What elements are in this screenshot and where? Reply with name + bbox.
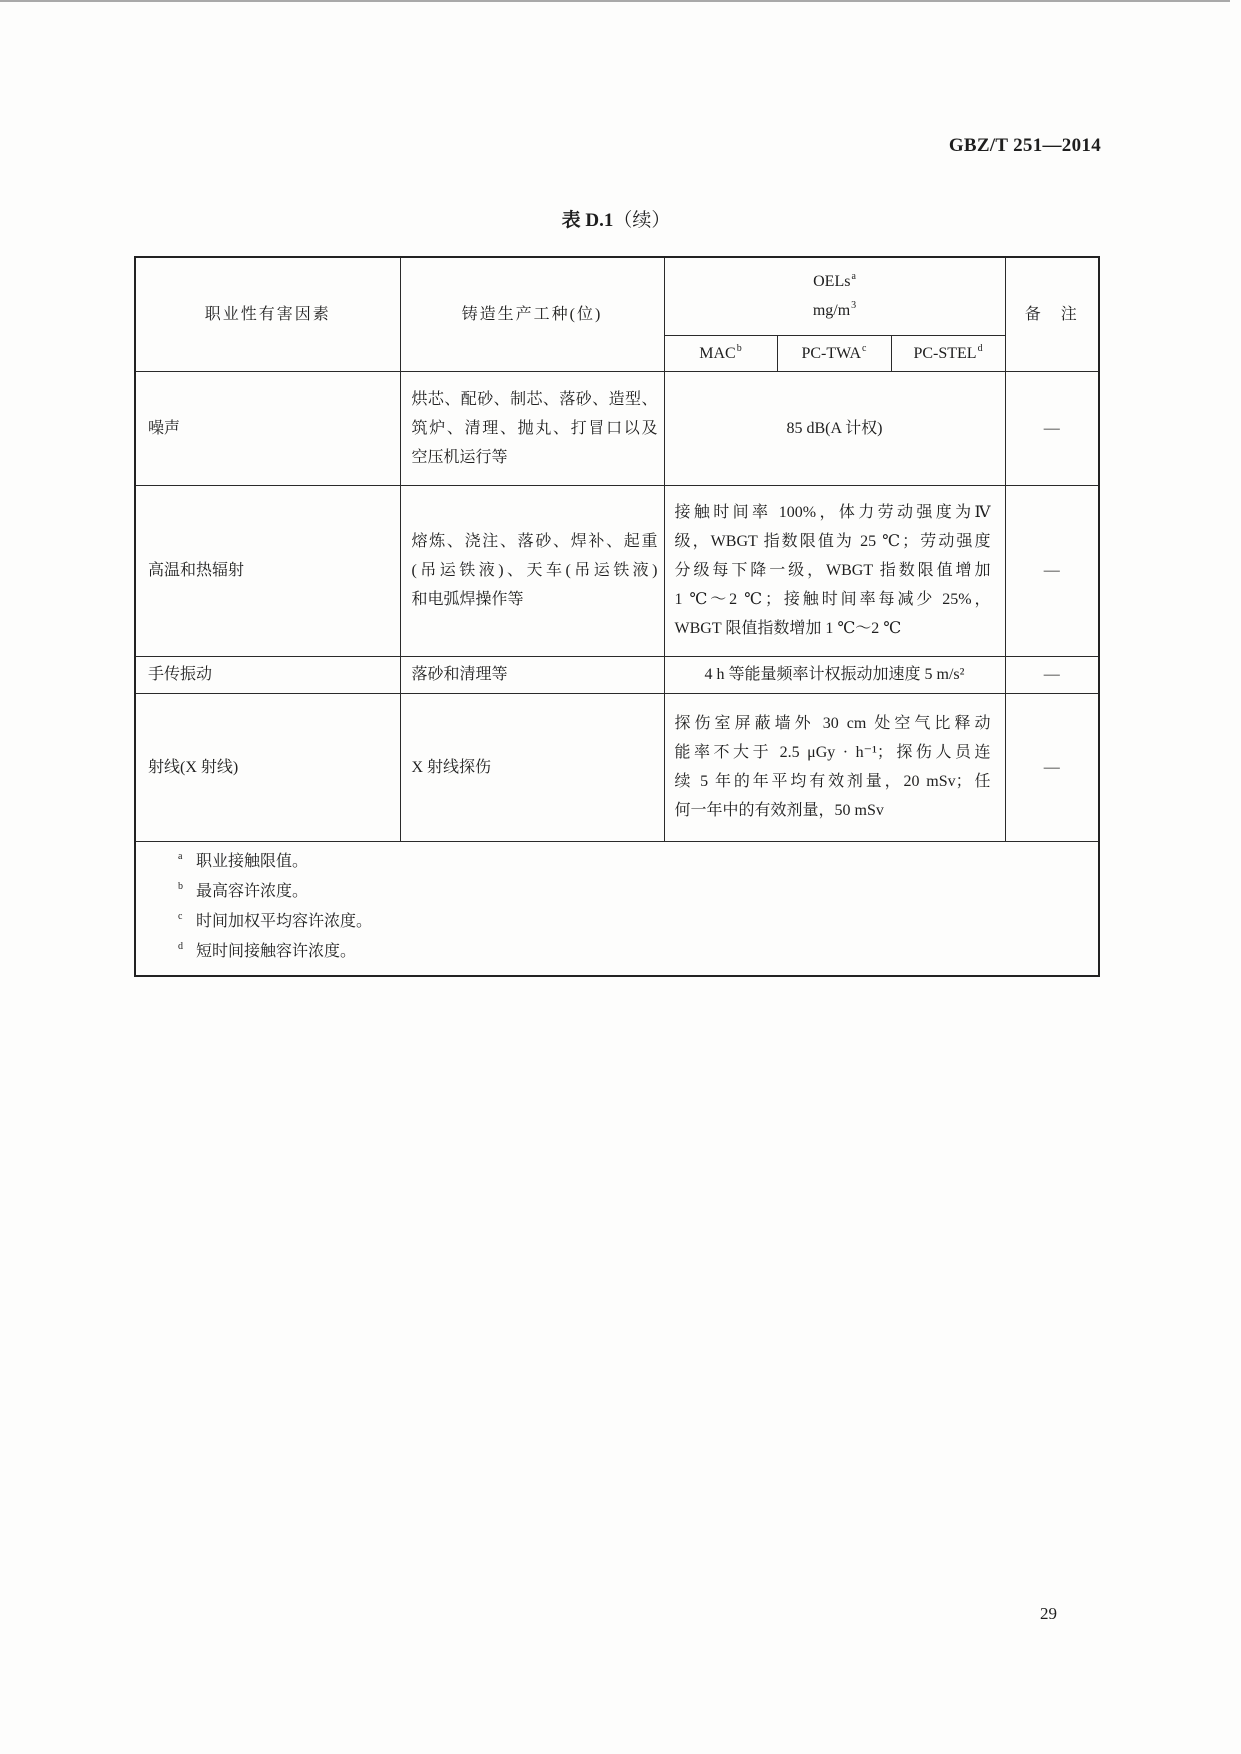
- process-line: 落砂和清理等: [411, 666, 508, 683]
- standard-number: GBZ/T 251—2014: [948, 135, 1101, 156]
- process-cell: [400, 485, 664, 656]
- header-factor: 职业性有害因素: [135, 257, 400, 371]
- header-unit-line: [665, 296, 1005, 325]
- factor-cell: 手传振动: [135, 656, 400, 693]
- table-row: [135, 485, 1099, 656]
- remarks-cell: —: [1005, 485, 1099, 656]
- header-oels: [664, 257, 1005, 335]
- header-mac: [664, 335, 777, 371]
- limit-line: 4 h 等能量频率计权振动加速度 5 m/s²: [704, 666, 965, 683]
- footnote-row: [135, 841, 1099, 976]
- process-line: 筑炉、清理、抛丸、打冒口以及: [411, 419, 658, 437]
- process-cell: [400, 693, 664, 841]
- limit-line: 分级每下降一级，WBGT 指数限值增加: [674, 562, 991, 579]
- footnote-mark-c: c: [862, 342, 867, 354]
- table-title-suffix: （续）: [613, 210, 671, 231]
- table-row: [135, 371, 1099, 485]
- footnote: d 短时间接触容许浓度。: [178, 940, 357, 960]
- factor-cell: 噪声: [135, 371, 400, 485]
- header-row: [135, 257, 1099, 335]
- table-title: [0, 208, 1232, 234]
- limit-cell: [664, 485, 1005, 656]
- limit-line: 能率不大于 2.5 μGy · h⁻¹；探伤人员连: [674, 744, 991, 761]
- page-number: 29: [1040, 1604, 1057, 1623]
- process-cell: [400, 371, 664, 485]
- table-row: [135, 693, 1099, 841]
- remarks-cell: —: [1005, 693, 1099, 841]
- limit-cell: [664, 656, 1005, 693]
- oels-label: OELs: [813, 273, 851, 291]
- limit-line: 续 5 年的年平均有效剂量，20 mSv；任: [674, 773, 991, 790]
- process-line: 熔炼、浇注、落砂、焊补、起重: [411, 533, 658, 550]
- limit-line: 级，WBGT 指数限值为 25 ℃；劳动强度: [674, 533, 991, 550]
- limit-line: 何一年中的有效剂量，50 mSv: [674, 802, 884, 819]
- factor-cell: 射线(X 射线): [135, 693, 400, 841]
- oel-table: [134, 256, 1100, 977]
- process-line: (吊运铁液)、天车(吊运铁液): [411, 562, 658, 579]
- process-line: 和电弧焊操作等: [411, 591, 524, 608]
- process-line: 空压机运行等: [411, 448, 508, 466]
- footnotes-cell: [135, 841, 1099, 976]
- footnote-mark-b: b: [736, 342, 742, 354]
- footnote-text: 时间加权平均容许浓度。: [196, 912, 373, 930]
- pc-stel-label: PC-STEL: [913, 344, 977, 362]
- header-oels-line: [665, 267, 1005, 296]
- footnote-text: 职业接触限值。: [196, 852, 309, 870]
- process-cell: [400, 656, 664, 693]
- scan-edge-line: [0, 0, 1230, 2]
- footnote-text: 最高容许浓度。: [196, 882, 309, 900]
- limit-line: 接触时间率 100%，体力劳动强度为Ⅳ: [674, 504, 991, 521]
- remarks-cell: —: [1005, 371, 1099, 485]
- pc-twa-label: PC-TWA: [801, 344, 862, 362]
- header-process: 铸造生产工种(位): [400, 257, 664, 371]
- process-line: X 射线探伤: [411, 758, 492, 776]
- table-row: [135, 656, 1099, 693]
- footnote-text: 短时间接触容许浓度。: [196, 942, 357, 960]
- footnote: b 最高容许浓度。: [178, 880, 309, 900]
- factor-cell: 高温和热辐射: [135, 485, 400, 656]
- footnote: c 时间加权平均容许浓度。: [178, 910, 373, 930]
- limit-line: 探伤室屏蔽墙外 30 cm 处空气比释动: [674, 715, 991, 732]
- process-line: 烘芯、配砂、制芯、落砂、造型、: [411, 390, 658, 408]
- table-title-label: 表 D.1: [561, 210, 614, 231]
- footnote-mark-a: a: [851, 271, 856, 283]
- remarks-cell: —: [1005, 656, 1099, 693]
- limit-cell: [664, 371, 1005, 485]
- limit-line: WBGT 限值指数增加 1 ℃～2 ℃: [674, 620, 902, 637]
- unit-exponent: 3: [851, 300, 857, 312]
- header-pc-twa: [777, 335, 891, 371]
- header-remarks: 备 注: [1005, 257, 1099, 371]
- header-pc-stel: [891, 335, 1005, 371]
- limit-cell: [664, 693, 1005, 841]
- footnote: a 职业接触限值。: [178, 850, 309, 870]
- footnote-mark-d: d: [977, 342, 983, 354]
- limit-line: 1 ℃～2 ℃；接触时间率每减少 25%，: [674, 591, 991, 608]
- limit-line: 85 dB(A 计权): [786, 419, 883, 437]
- unit-label: mg/m: [812, 302, 851, 320]
- mac-label: MAC: [699, 344, 736, 362]
